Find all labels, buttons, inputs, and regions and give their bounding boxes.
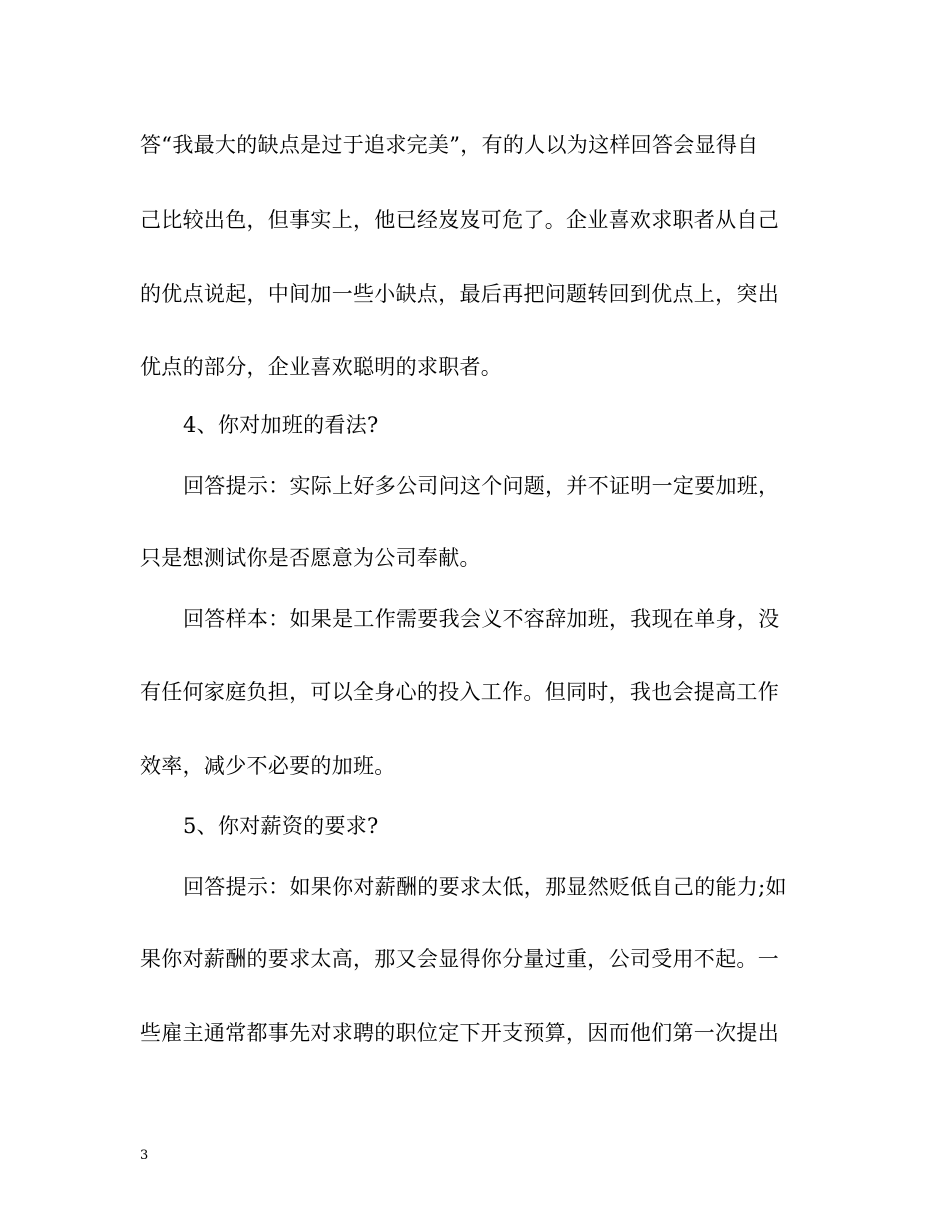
paragraph-line: 回答样本：如果是工作需要我会义不容辞加班，我现在单身，没: [183, 607, 780, 631]
paragraph-line: 只是想测试你是否愿意为公司奉献。: [140, 546, 481, 570]
paragraph-line: 的优点说起，中间加一些小缺点，最后再把问题转回到优点上，突出: [140, 282, 779, 306]
question-heading: 5、你对薪资的要求?: [183, 814, 379, 838]
paragraph-line: 些雇主通常都事先对求聘的职位定下开支预算，因而他们第一次提出: [140, 1021, 779, 1045]
paragraph-line: 答“我最大的缺点是过于追求完美”，有的人以为这样回答会显得自: [140, 133, 759, 157]
paragraph-line: 回答提示：实际上好多公司问这个问题，并不证明一定要加班，: [183, 474, 780, 498]
paragraph-line: 有任何家庭负担，可以全身心的投入工作。但同时，我也会提高工作: [140, 680, 779, 704]
paragraph-line: 优点的部分，企业喜欢聪明的求职者。: [140, 355, 503, 379]
paragraph-line: 效率，减少不必要的加班。: [140, 754, 396, 778]
page-number: 3: [140, 1148, 149, 1163]
question-heading: 4、你对加班的看法?: [183, 413, 379, 437]
paragraph-line: 果你对薪酬的要求太高，那又会显得你分量过重，公司受用不起。一: [140, 947, 779, 971]
paragraph-line: 己比较出色，但事实上，他已经岌岌可危了。企业喜欢求职者从自己: [140, 208, 779, 232]
paragraph-line: 回答提示：如果你对薪酬的要求太低，那显然贬低自己的能力;如: [183, 875, 787, 899]
